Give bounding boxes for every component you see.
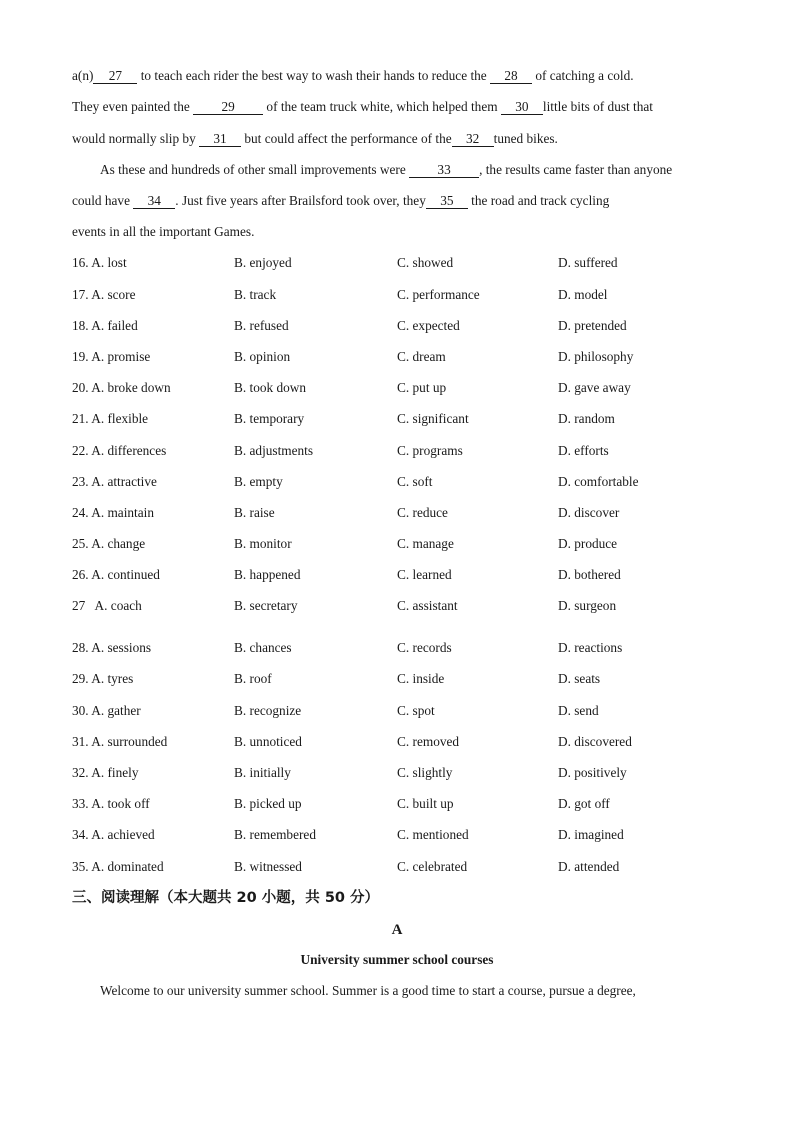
option-row-23: 23. A. attractive B. empty C. soft D. comfortable bbox=[72, 474, 639, 489]
option-row-19: 19. A. promise B. opinion C. dream D. philosophy bbox=[72, 349, 634, 364]
option-row-25: 25. A. change B. monitor C. manage D. produce bbox=[72, 536, 618, 551]
passage-line: They even painted the 29 of the team truck white, which helped them 30 little bits of dust that bbox=[72, 99, 653, 114]
blank-27: 27 bbox=[93, 69, 137, 84]
blank-33: 33 bbox=[409, 163, 479, 178]
option-row-17: 17. A. score B. track C. performance D. model bbox=[72, 287, 608, 302]
section-heading: 三、阅读理解（本大题共 20 小题，共 50 分） bbox=[72, 890, 380, 906]
option-row-20: 20. A. broke down B. took down C. put up D. gave away bbox=[72, 380, 631, 395]
option-row-33: 33. A. took off B. picked up C. built up D. got off bbox=[72, 796, 610, 811]
option-row-27: 27 A. coach B. secretary C. assistant D. surgeon bbox=[72, 598, 617, 613]
option-row-29: 29. A. tyres B. roof C. inside D. seats bbox=[72, 671, 601, 686]
passage-line: could have 34 . Just five years after Brailsford took over, they 35 the road and track cycling bbox=[72, 193, 610, 208]
option-row-22: 22. A. differences B. adjustments C. programs D. efforts bbox=[72, 443, 609, 458]
option-row-35: 35. A. dominated B. witnessed C. celebrated D. attended bbox=[72, 859, 620, 874]
option-row-24: 24. A. maintain B. raise C. reduce D. discover bbox=[72, 505, 620, 520]
blank-34: 34 bbox=[133, 194, 175, 209]
passage-letter: A bbox=[391, 922, 403, 938]
passage-line: would normally slip by 31 but could affect the performance of the 32 tuned bikes. bbox=[72, 131, 558, 146]
blank-32: 32 bbox=[452, 132, 494, 147]
option-row-26: 26. A. continued B. happened C. learned D. bothered bbox=[72, 567, 621, 582]
passage-line: As these and hundreds of other small improvements were 33 , the results came faster than anyone bbox=[100, 162, 673, 177]
blank-28: 28 bbox=[490, 69, 532, 84]
passage-line: events in all the important Games. bbox=[72, 224, 255, 239]
option-row-18: 18. A. failed B. refused C. expected D. pretended bbox=[72, 318, 627, 333]
passage-line: a(n) 27 to teach each rider the best way to wash their hands to reduce the 28 of catching a cold. bbox=[72, 68, 634, 83]
passage-title: University summer school courses bbox=[300, 952, 494, 967]
blank-30: 30 bbox=[501, 100, 543, 115]
option-row-21: 21. A. flexible B. temporary C. significant D. random bbox=[72, 411, 615, 426]
option-row-30: 30. A. gather B. recognize C. spot D. send bbox=[72, 703, 599, 718]
option-row-31: 31. A. surrounded B. unnoticed C. removed D. discovered bbox=[72, 734, 632, 749]
blank-29: 29 bbox=[193, 100, 263, 115]
option-row-16: 16. A. lost B. enjoyed C. showed D. suffered bbox=[72, 255, 618, 270]
option-row-32: 32. A. finely B. initially C. slightly D. positively bbox=[72, 765, 627, 780]
passage-intro: Welcome to our university summer school. Summer is a good time to start a course, pursue a degree, bbox=[100, 983, 636, 998]
option-row-28: 28. A. sessions B. chances C. records D. reactions bbox=[72, 640, 623, 655]
blank-35: 35 bbox=[426, 194, 468, 209]
option-row-34: 34. A. achieved B. remembered C. mentioned D. imagined bbox=[72, 827, 624, 842]
blank-31: 31 bbox=[199, 132, 241, 147]
